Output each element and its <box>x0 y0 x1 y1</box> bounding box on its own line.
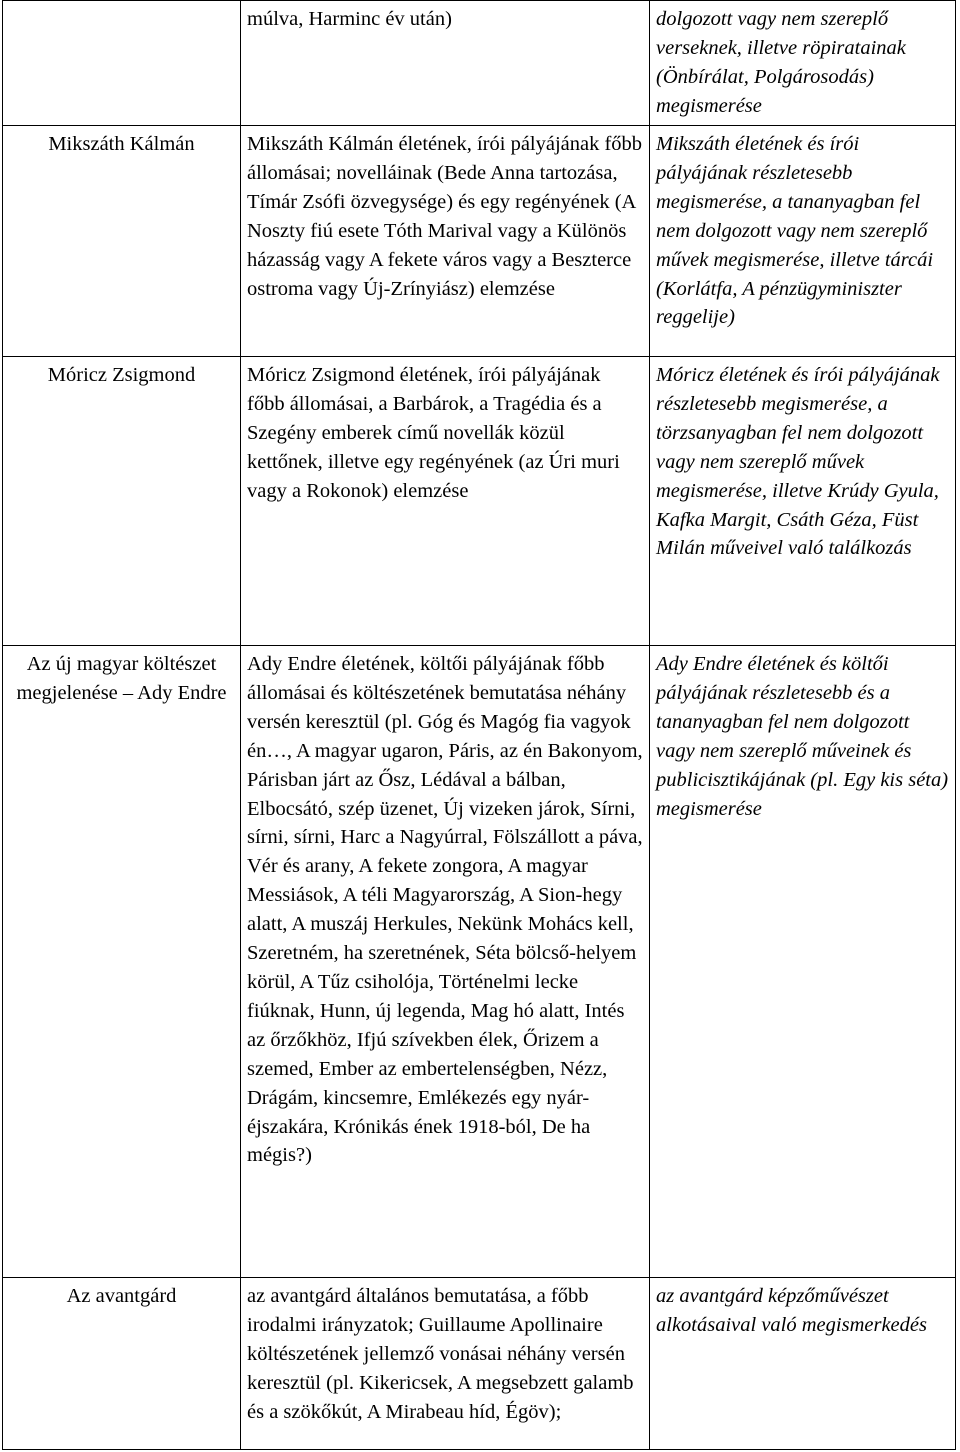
table-row <box>3 1 956 126</box>
table-row <box>3 1278 956 1450</box>
extra-cell: Móricz életének és írói pályájának részletesebb megismerése, a törzsanyagban fel nem dolgozott vagy nem szereplő művek megismerése, illetve Krúdy Gyula, Kafka Margit, Csáth Géza, Füst Milán műveivel való találkozás <box>650 357 956 646</box>
content-cell: az avantgárd általános bemutatása, a főbb irodalmi irányzatok; Guillaume Apollinaire költészetének jellemző vonásai néhány versén keresztül (pl. Kikericsek, A megsebzett galamb és a szökőkút, A Mirabeau híd, Égöv); <box>241 1278 650 1450</box>
curriculum-table <box>2 0 956 1450</box>
table-row <box>3 126 956 357</box>
extra-cell: Mikszáth életének és írói pályájának részletesebb megismerése, a tananyagban fel nem dolgozott vagy nem szereplő művek megismerése, illetve tárcái (Korlátfa, A pénzügyminiszter reggelije) <box>650 126 956 357</box>
content-cell: Ady Endre életének, költői pályájának főbb állomásai és költészetének bemutatása néhány versén keresztül (pl. Góg és Magóg fia vagyok én…, A magyar ugaron, Páris, az én Bakonyom, Párisban járt az Ősz, Lédával a bálban, Elbocsátó, szép üzenet, Új vizeken járok, Sírni, sírni, sírni, Harc a Nagyúrral, Fölszállott a páva, Vér és arany, A fekete zongora, A magyar Messiások, A téli Magyarország, A Sion-hegy alatt, A muszáj Herkules, Nekünk Mohács kell, Szeretném, ha szeretnének, Séta bölcső-helyem körül, A Tűz csiholója, Történelmi lecke fiúknak, Hunn, új legenda, Mag hó alatt, Intés az őrzőkhöz, Ifjú szívekben élek, Őrizem a szemed, Ember az embertelenségben, Nézz, Drágám, kincsemre, Emlékezés egy nyár-éjszakára, Krónikás ének 1918-ból, De ha mégis?) <box>241 646 650 1278</box>
content-cell: Mikszáth Kálmán életének, írói pályájának főbb állomásai; novelláinak (Bede Anna tartozása, Tímár Zsófi özvegysége) és egy regényének (A Noszty fiú esete Tóth Marival vagy a Különös házasság vagy A fekete város vagy a Beszterce ostroma vagy Új-Zrínyiász) elemzése <box>241 126 650 357</box>
table-row <box>3 357 956 646</box>
content-cell: Móricz Zsigmond életének, írói pályájának főbb állomásai, a Barbárok, a Tragédia és a Szegény emberek című novellák közül kettőnek, illetve egy regényének (az Úri muri vagy a Rokonok) elemzése <box>241 357 650 646</box>
author-cell: Móricz Zsigmond <box>3 357 241 646</box>
extra-cell: az avantgárd képzőművészet alkotásaival való megismerkedés <box>650 1278 956 1450</box>
content-cell: múlva, Harminc év után) <box>241 1 650 126</box>
extra-cell: Ady Endre életének és költői pályájának részletesebb és a tananyagban fel nem dolgozott vagy nem szereplő műveinek és publicisztikájának (pl. Egy kis séta) megismerése <box>650 646 956 1278</box>
table-row <box>3 646 956 1278</box>
extra-cell: dolgozott vagy nem szereplő verseknek, illetve röpiratainak (Önbírálat, Polgárosodás) megismerése <box>650 1 956 126</box>
author-cell: Mikszáth Kálmán <box>3 126 241 357</box>
author-cell: Az avantgárd <box>3 1278 241 1450</box>
author-cell <box>3 1 241 126</box>
author-cell: Az új magyar költészet megjelenése – Ady Endre <box>3 646 241 1278</box>
